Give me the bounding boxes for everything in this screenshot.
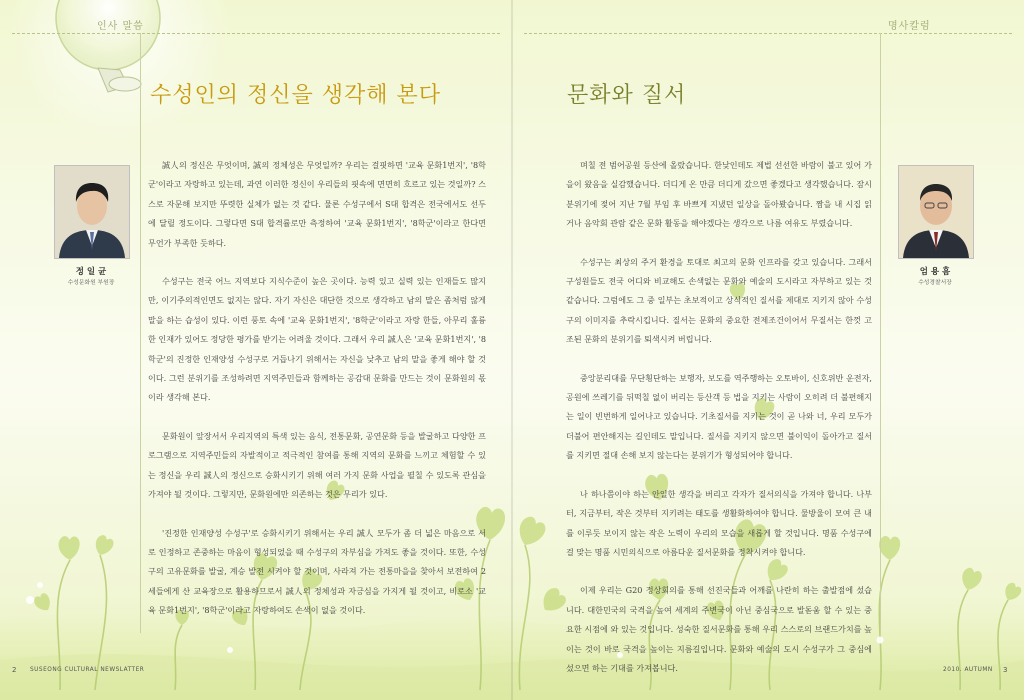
portrait-icon [55,166,129,258]
paragraph: 수성구는 최상의 주거 환경을 토대로 최고의 문화 인프라를 갖고 있습니다. 그래서 구성원들도 전국 어디와 비교해도 손색없는 문화와 예술의 도시라고 자부하고 있는 것 같습니다. 그럼에도 그 중 일부는 초보적이고 상식적인 질서를 제대로 지키지 않아 수성구의 이미지를 추락시킵니다. 질서는 문화의 중요한 전제조건이어서 무질서는 한껏 고조된 문화의 분위기를 퇴색시켜 버립니다. [566,256,872,345]
paragraph: 이제 우리는 G20 정상회의를 통해 선진국들과 어깨를 나란히 하는 출발점에 섰습니다. 대한민국의 국격을 높여 세계의 주변국이 아닌 중심국으로 발돋움 할 수 있는 중요한 시점에 와 있는 것입니다. 성숙한 질서문화를 통해 우리 스스로의 브랜드가치를 높이는 것이 바로 국격을 높이는 지름길입니다. 문화와 예술의 도시 수성구가 그 중심에 섰으면 하는 기대를 가져봅니다. [566,585,872,673]
author-title-right: 수성경찰서장 [918,280,952,286]
page-number-right: 3 [1003,666,1008,674]
column-rule-right [880,33,881,633]
page-title-right: 문화와 질서 [567,83,687,108]
article-body-right [566,156,872,697]
paragraph: '진정한 인재양성 수성구'로 승화시키기 위해서는 우리 誠人 모두가 좀 더 넓은 마음으로 서로 인정하고 존중하는 마음이 형성되었을 때 수성구의 자부심을 가져도 좋을 것이다. 또한, 수성구의 고유문화를 발굴, 계승 발전 시켜야 할 것이며, 사라져 가는 전통마을을 찾아서 보전하여 2세들에게 산 교육장으로 활용하므로서 誠人의 정체성과 자긍심을 가지게 될 것이고, 비로소 '교육 문화1번지', '8학군'이라고 자랑하여도 손색이 없을 것이다. [148,527,486,616]
section-label-right: 명사칼럼 [888,21,931,32]
paragraph: 중앙분리대를 무단횡단하는 보행자, 보도를 역주행하는 오토바이, 신호위반 운전자, 공원에 쓰레기를 뒤떡칠 없이 버리는 등산객 등 법을 지키는 사람이 오히려 더 불편해지는 일이 빈번하게 일어나고 있습니다. 기초질서를 지키는 것이 곧 나와 너, 우리 모두가 더불어 편안해지는 길인데도 말입니다. 질서를 지키지 않으면 불이익이 돌아가고 질서를 지키면 절대 손해 보지 않는다는 분위기가 형성되어야 합니다. [566,372,872,461]
paragraph: 며칠 전 범어공원 등산에 올랐습니다. 한낮인데도 제법 선선한 바람이 불고 있어 가을이 왔음을 실감했습니다. 더디게 온 만큼 더디게 갔으면 좋겠다고 생각했습니다. 잠시 분위기에 젖어 지난 7월 부임 후 바쁘게 지냈던 일상을 돌아봤습니다. 짬을 내 시집 읽거나 음악회 관람 같은 문화 활동을 해야겠다는 생각으로 나름 여유도 부렸습니다. [566,160,872,229]
paragraph: 나 하나쯤이야 하는 안일한 생각을 버리고 각자가 질서의식을 가져야 합니다. 나부터, 지금부터, 작은 것부터 지키려는 태도를 생활화하여야 합니다. 물방울이 모여 큰 내를 이루듯 보이지 않는 작은 노력이 우리의 모습을 새롭게 할 것입니다. 명품 수성구에 걸 맞는 명품 시민의식으로 아름다운 질서문화를 정착시켜야 합니다. [566,488,872,557]
author-name-left: 정 일 균 [75,267,107,277]
portrait-icon [899,166,973,258]
author-photo-right [898,165,974,259]
page-title-left: 수성인의 정신을 생각해 본다 [150,83,442,108]
header-rule-left [12,33,500,34]
article-body-left [148,156,486,640]
section-label-left: 인사 말씀 [97,21,144,32]
footer-left: SUSEONG CULTURAL NEWSLATTER [30,667,145,673]
paragraph: 수성구는 전국 어느 지역보다 지식수준이 높은 곳이다. 능력 있고 실력 있는 인재들도 많지만, 이기주의적인면도 없지는 않다. 자기 자신은 대단한 것으로 생각하고 남의 말은 좀처럼 않게 말을 하는 습성이 있다. 이런 풍토 속에 '교육 문화1번지', '8학군'이라고 자랑 한들, 아무리 훌륭한 인재가 있어도 정당한 평가를 받기는 어려울 것이다. 그래서 우리 誠人은 '교육 문화1번지', '8학군'의 진정한 인재양성 수성구로 거듭나기 위해서는 자신을 낮추고 남의 말을 좋게 해야 할 것이다. 그런 분위기를 조성하려면 지역주민들과 함께하는 공감대 문화를 만드는 것이 문화원의 몫이라 생각해 본다. [148,276,486,403]
footer-right: 2010. AUTUMN [943,667,993,673]
page-number-left: 2 [12,666,17,674]
author-name-right: 엄 용 흠 [919,267,951,277]
author-photo-left [54,165,130,259]
paragraph: 문화원이 앞장서서 우리지역의 특색 있는 음식, 전통문화, 공연문화 등을 발굴하고 다양한 프로그램으로 지역주민들의 자발적이고 적극적인 참여를 통해 지역의 문화를 느끼고 체험할 수 있는 정신을 우리 誠人의 정신으로 승화시키기 위해 여러 가지 문화 사업을 펼칠 수 있도록 관심을 가져야 될 것이다. 그렇지만, 문화원에만 의존하는 것은 무리가 있다. [148,430,486,500]
author-title-left: 수성문화원 부원장 [67,280,115,286]
header-rule-right [524,33,1012,34]
paragraph: 誠人의 정신은 무엇이며, 誠의 정체성은 무엇일까? 우리는 걸핏하면 '교육 문화1번지', '8학군'이라고 자랑하고 있는데, 과연 이러한 정신이 우리들의 핏속에 면면히 흐르고 있는 것일까? 스스로 자문해 보지만 뚜렷한 실체가 없는 것 같다. 물론 수성구에서 S대 합격은 전국에서도 선두에 달릴 정도이다. 그렇다면 S대 합격률로만 측정하여 '교육 문화1번지', '8학군'이라고 한다면 무언가 부족한 듯하다. [148,160,486,248]
page-gutter [511,0,513,700]
column-rule-left [140,33,141,633]
